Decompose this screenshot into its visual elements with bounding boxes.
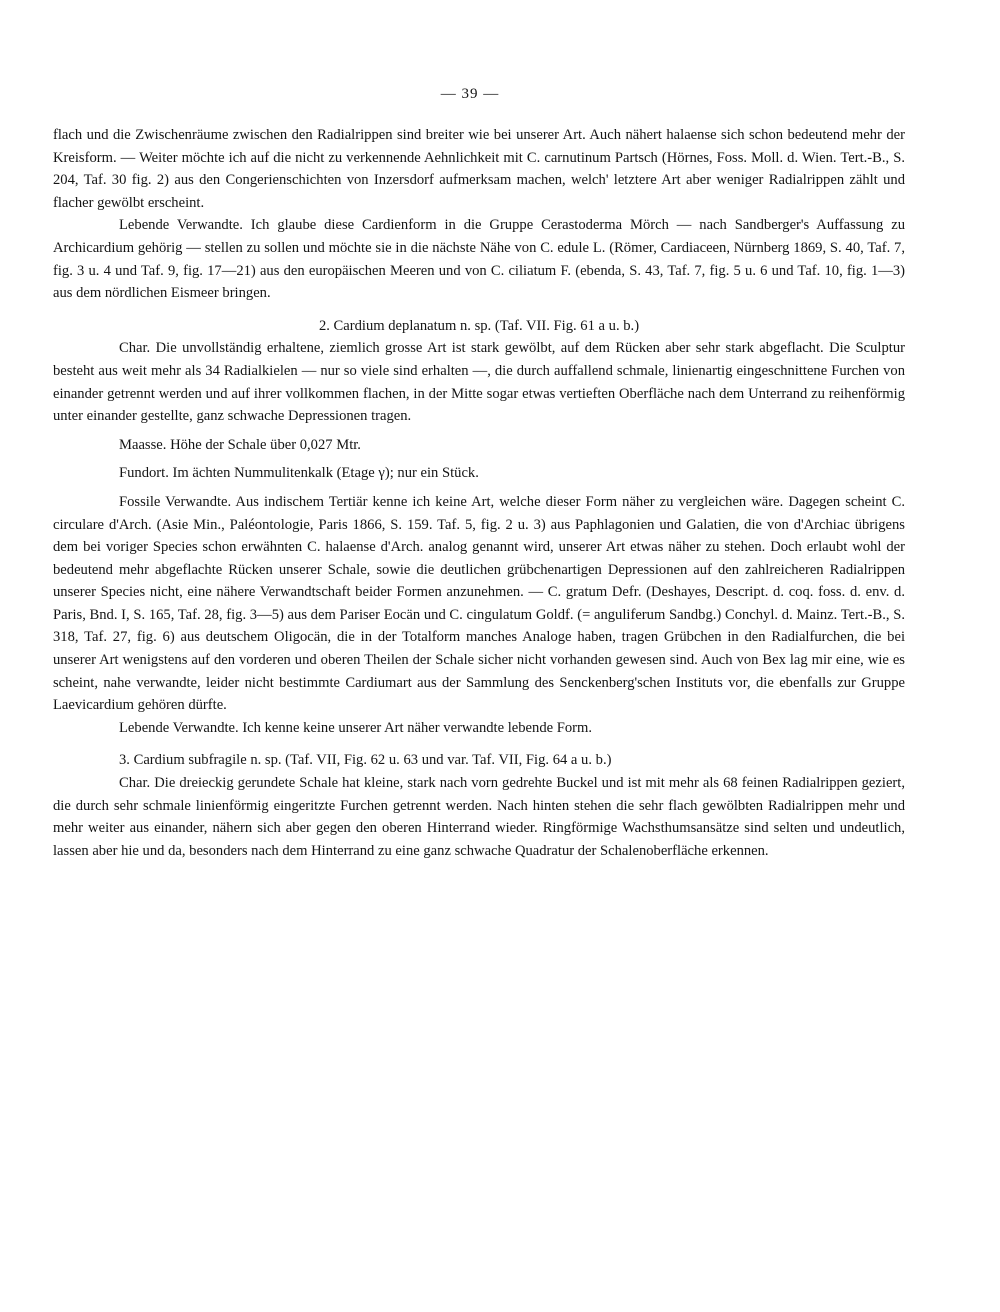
page-number: — 39 — [440,86,500,102]
paragraph-continuation: flach und die Zwischenräume zwischen den Radialrippen sind breiter wie bei unserer Art. Auch nähert halaense sich schon bedeutend mehr der Kreisform. — Weiter möchte ich auf die nicht zu verkennende Aehnlichkeit mit C. carnutinum Partsch (Hörnes, Foss. Moll. d. Wien. Tert.-B., S. 204, Taf. 30 fig. 2) aus den Congerienschichten von Inzersdorf aufmerksam machen, welch' letztere Art aber weniger Radialrippen zählt und flacher gewölbt erscheint. [53,127,905,211]
paragraph-char-subfragile: Char. Die dreieckig gerundete Schale hat kleine, stark nach vorn gedrehte Buckel und ist mit mehr als 68 feinen Radialrippen geziert, die durch sehr schmale linienförmig eingeritzte Furchen getrennt werden. Nach hinten stehen die sehr flach gewölbten Radialrippen mehr und mehr weiter aus einander, nähern sich aber gegen den oberen Hinterrand wieder. Ringförmige Wachsthumsansätze sind selten und undeutlich, lassen aber hie und da, besonders nach dem Hinterrand zu eine ganz schwache Quadratur der Schalenoberfläche erkennen. [53,775,905,859]
body-text [53,124,905,862]
paragraph-fossile-verwandte: Fossile Verwandte. Aus indischem Tertiär kenne ich keine Art, welche dieser Form näher zu vergleichen wäre. Dagegen scheint C. circulare d'Arch. (Asie Min., Paléontologie, Paris 1866, S. 159. Taf. 5, fig. 2 u. 3) aus Paphlagonien und Galatien, die von d'Archiac übrigens dem bei voriger Species schon erwähnten C. halaense d'Arch. analog genannt wird, unserer Art etwas näher zu stehen. Doch erlaubt wohl der bedeutend mehr abgeflachte Rücken unserer Schale, sowie die deutlichen grübchenartigen Depressionen auf den zahlreicheren Radialrippen unserer Species nicht, eine nähere Verwandtschaft beider Formen anzunehmen. — C. gratum Defr. (Deshayes, Descript. d. coq. foss. d. env. d. Paris, Bnd. I, S. 165, Taf. 28, fig. 3—5) aus dem Pariser Eocän und C. cingulatum Goldf. (= anguliferum Sandbg.) Conchyl. d. Mainz. Tert.-B., S. 318, Taf. 27, fig. 6) aus deutschem Oligocän, die in der Totalform manches Analoge haben, tragen Grübchen in den Radialfurchen, die bei unserer Art wenigstens auf den vorderen und oberen Theilen der Schale sicher nicht vorhanden gewesen sind. Auch von Bex lag mir eine, wie es scheint, nahe verwandte, leider nicht bestimmte Cardiumart aus der Sammlung des Senckenberg'schen Instituts vor, die ebenfalls zur Gruppe Laevicardium gehören dürfte. [53,493,905,714]
species-heading-cardium-subfragile: 3. Cardium subfragile n. sp. (Taf. VII, Fig. 62 u. 63 und var. Taf. VII, Fig. 64 a u. b.) [119,752,612,769]
paragraph-fundort: Fundort. Im ächten Nummulitenkalk (Etage γ); nur ein Stück. [119,465,479,482]
paragraph-maasse: Maasse. Höhe der Schale über 0,027 Mtr. [119,436,361,453]
paragraph-lebende-verwandte-1: Lebende Verwandte. Ich glaube diese Cardienform in die Gruppe Cerastoderma Mörch — nach Sandberger's Auffassung zu Archicardium gehörig — stellen zu sollen und möchte sie in die nächste Nähe von C. edule L. (Römer, Cardiaceen, Nürnberg 1869, S. 40, Taf. 7, fig. 3 u. 4 und Taf. 9, fig. 17—21) aus den europäischen Meeren und von C. ciliatum F. (ebenda, S. 43, Taf. 7, fig. 5 u. 6 und Taf. 10, fig. 1—3) aus dem nördlichen Eismeer bringen. [53,217,905,302]
species-heading-cardium-deplanatum: 2. Cardium deplanatum n. sp. (Taf. VII. Fig. 61 a u. b.) [318,317,640,334]
paragraph-lebende-verwandte-2: Lebende Verwandte. Ich kenne keine unserer Art näher verwandte lebende Form. [119,719,593,736]
paragraph-char-deplanatum: Char. Die unvollständig erhaltene, ziemlich grosse Art ist stark gewölbt, auf dem Rücken aber sehr stark abgeflacht. Die Sculptur besteht aus weit mehr als 34 Radialkielen — nur so viele sind erhalten —, die durch auffallend schmale, linienartig eingeschnittene Furchen von einander getrennt werden und auf ihrer vollkommen flachen, in der Mitte sogar etwas vertieften Oberfläche nach dem Unterrand zu reihenförmig unter einander gestellte, ganz schwache Depressionen tragen. [53,340,905,425]
